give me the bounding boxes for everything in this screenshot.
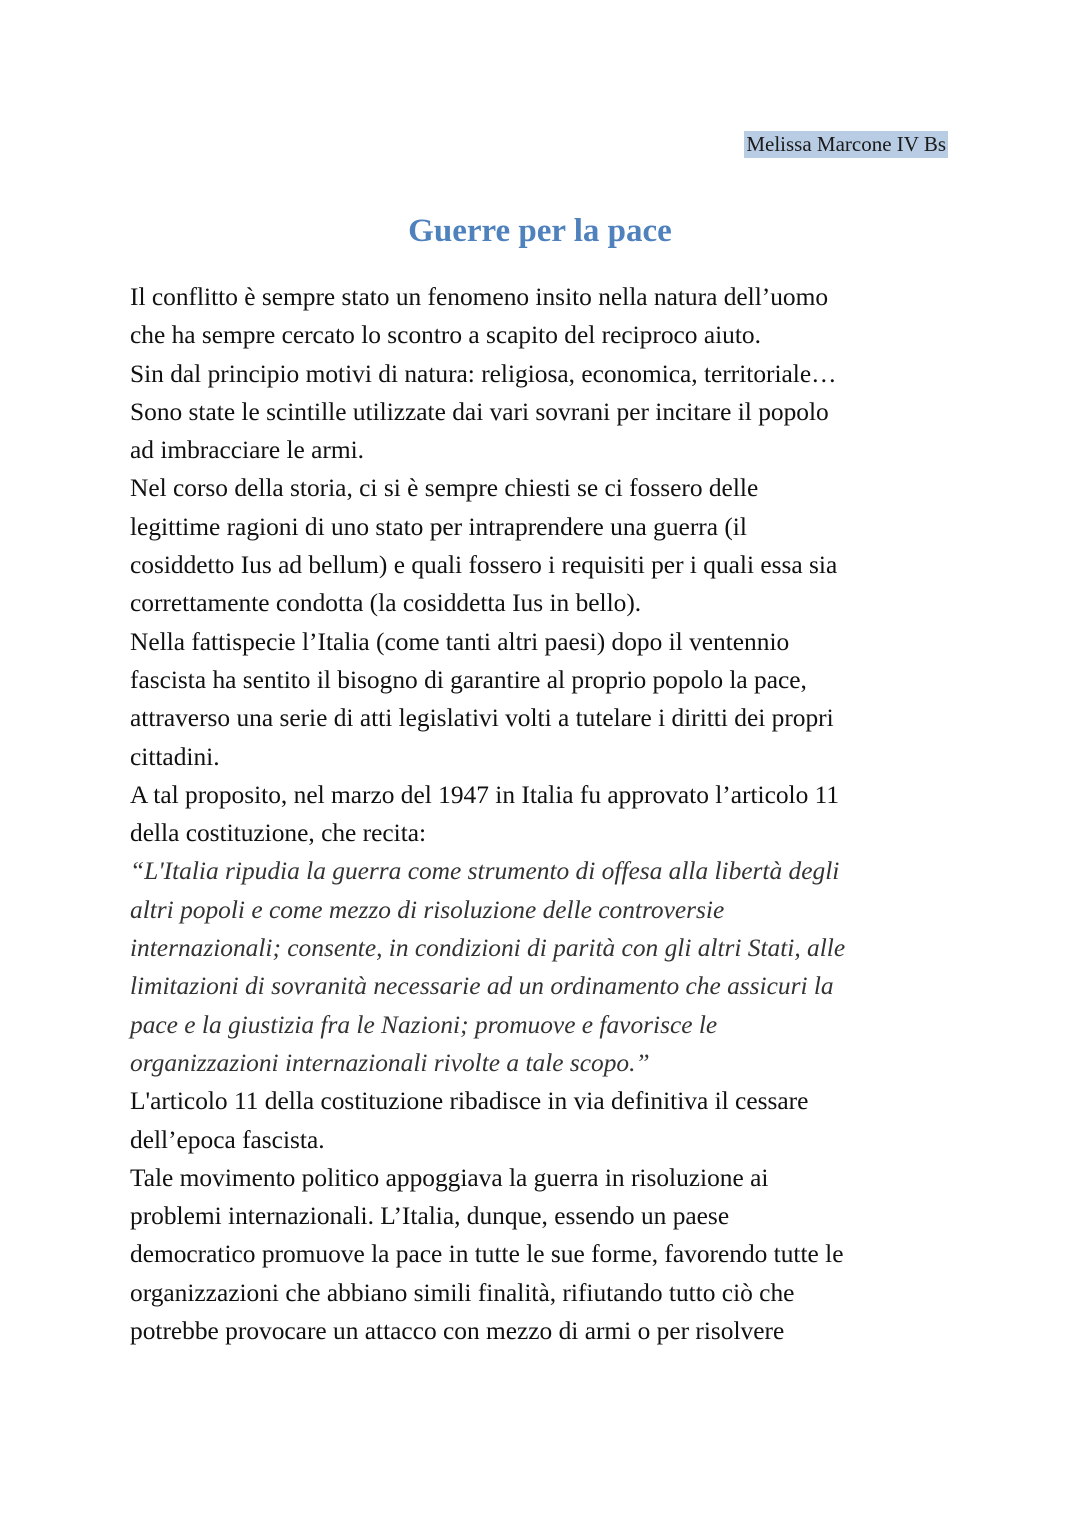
body-line: che ha sempre cercato lo scontro a scapito del reciproco aiuto. <box>130 321 761 350</box>
quote-line: “L'Italia ripudia la guerra come strumento di offesa alla libertà degli <box>130 857 840 886</box>
quote-line: limitazioni di sovranità necessarie ad un ordinamento che assicuri la <box>130 972 834 1001</box>
body-line: correttamente condotta (la cosiddetta Ius in bello). <box>130 589 642 618</box>
body-line: attraverso una serie di atti legislativi volti a tutelare i diritti dei propri <box>130 704 834 733</box>
body-line: Il conflitto è sempre stato un fenomeno insito nella natura dell’uomo <box>130 283 829 311</box>
body-line: potrebbe provocare un attacco con mezzo di armi o per risolvere <box>130 1317 785 1346</box>
author-name: Melissa Marcone IV Bs <box>746 132 946 156</box>
body-line: A tal proposito, nel marzo del 1947 in Italia fu approvato l’articolo 11 <box>130 780 840 809</box>
body-line: ad imbracciare le armi. <box>130 436 365 465</box>
body-line: cittadini. <box>130 742 220 771</box>
body-line: Nel corso della storia, ci si è sempre chiesti se ci fossero delle <box>130 474 759 503</box>
quote-line: altri popoli e come mezzo di risoluzione delle controversie <box>130 895 725 924</box>
body-line: legittime ragioni di uno stato per intraprendere una guerra (il <box>130 512 747 541</box>
body-line: organizzazioni che abbiano simili finalità, rifiutando tutto ciò che <box>130 1278 795 1307</box>
body-line: Sin dal principio motivi di natura: religiosa, economica, territoriale… <box>130 359 837 388</box>
document-body <box>130 278 960 1350</box>
quote-line: internazionali; consente, in condizioni di parità con gli altri Stati, alle <box>130 934 846 963</box>
body-line: dell’epoca fascista. <box>130 1125 325 1154</box>
document-title: Guerre per la pace <box>408 213 672 249</box>
body-line: problemi internazionali. L’Italia, dunque, essendo un paese <box>130 1202 730 1231</box>
body-line: cosiddetto Ius ad bellum) e quali fossero i requisiti per i quali essa sia <box>130 551 838 580</box>
quote-line: pace e la giustizia fra le Nazioni; promuove e favorisce le <box>130 1010 718 1039</box>
body-line: Tale movimento politico appoggiava la guerra in risoluzione ai <box>130 1163 769 1192</box>
body-line: Sono state le scintille utilizzate dai vari sovrani per incitare il popolo <box>130 397 829 426</box>
body-line: democratico promuove la pace in tutte le sue forme, favorendo tutte le <box>130 1240 844 1269</box>
quote-line: organizzazioni internazionali rivolte a tale scopo.” <box>130 1048 650 1077</box>
body-line: fascista ha sentito il bisogno di garantire al proprio popolo la pace, <box>130 665 807 694</box>
body-line: L'articolo 11 della costituzione ribadisce in via definitiva il cessare <box>130 1087 809 1116</box>
body-line: Nella fattispecie l’Italia (come tanti altri paesi) dopo il ventennio <box>130 627 790 656</box>
body-line: della costituzione, che recita: <box>130 819 427 848</box>
